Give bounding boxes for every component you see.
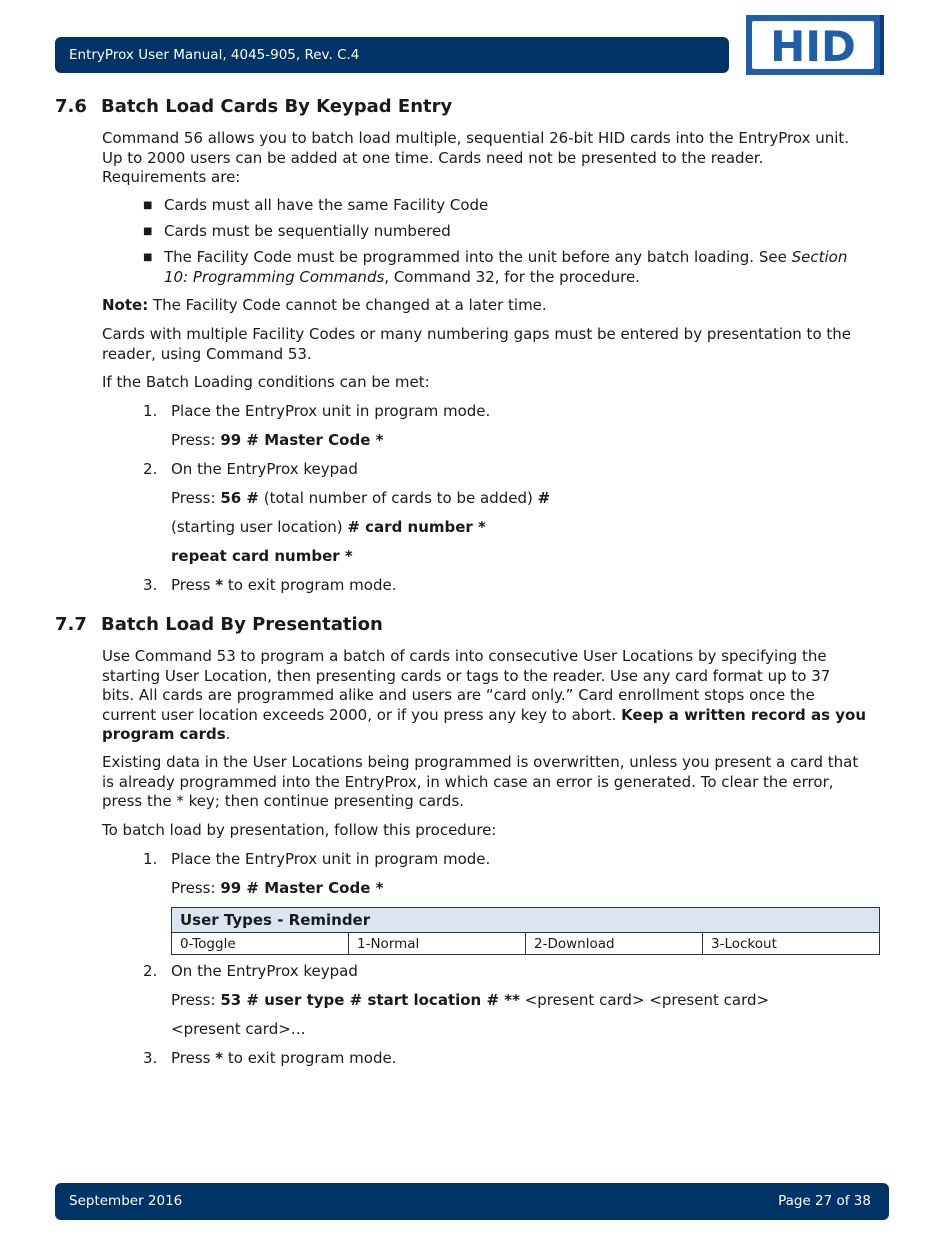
document-title: EntryProx User Manual, 4045-905, Rev. C.4 <box>69 47 360 63</box>
section-reference: 10: Programming Commands <box>164 267 385 286</box>
step-2-command: Press: 56 # (total number of cards to be added) # <box>171 489 551 507</box>
section-number: 7.6 <box>55 96 87 117</box>
bullet-square-icon: ■ <box>143 226 153 237</box>
procedure-paragraph: To batch load by presentation, follow this procedure: <box>102 821 497 839</box>
multi-facility-paragraph: Cards with multiple Facility Codes or many numbering gaps must be entered by presentation to the reader, using Command 53. <box>102 325 852 363</box>
conditions-paragraph: If the Batch Loading conditions can be met: <box>102 373 430 391</box>
table-title: User Types - Reminder <box>172 908 880 933</box>
logo-text: HID <box>770 22 856 71</box>
bullet-square-icon: ■ <box>143 252 153 263</box>
hid-logo <box>746 15 884 75</box>
section-reference: Section <box>791 248 848 266</box>
section-title: Batch Load By Presentation <box>101 614 383 635</box>
intro-paragraph <box>102 129 892 188</box>
table-row <box>172 933 880 955</box>
page-number: Page 27 of 38 <box>778 1193 871 1209</box>
intro-line: Up to 2000 users can be added at one time. Cards need not be presented to the reader. <box>102 148 764 167</box>
step-1-command: Press: 99 # Master Code * <box>171 879 384 897</box>
footer-date: September 2016 <box>69 1193 183 1209</box>
command-53-paragraph: Use Command 53 to program a batch of cards into consecutive User Locations by specifying the starting User Location, then presenting cards or tags to the reader. Use any card format up to 37 bits. All cards are programmed alike and users are “card only.” Card enrollment stops once the current user location exceeds 2000, or if you press any key to abort. Keep a written record as you program cards. <box>102 647 867 743</box>
table-cell: 2-Download <box>526 933 703 955</box>
note-paragraph: Note: The Facility Code cannot be changed at a later time. <box>102 296 547 314</box>
step-1-command: Press: 99 # Master Code * <box>171 431 384 449</box>
footer-bar <box>55 1183 889 1220</box>
section-title: Batch Load Cards By Keypad Entry <box>101 96 453 117</box>
section-number: 7.7 <box>55 614 87 635</box>
header-bar <box>55 37 729 73</box>
step-2-command-line: repeat card number * <box>171 547 353 565</box>
table-cell: 1-Normal <box>349 933 526 955</box>
intro-line: Requirements are: <box>102 168 241 186</box>
note-label: Note: <box>102 296 149 314</box>
table-cell: 0-Toggle <box>172 933 349 955</box>
bullet-square-icon: ■ <box>143 200 153 211</box>
step-2-command-line: (starting user location) # card number * <box>171 518 486 536</box>
user-types-table <box>171 907 880 955</box>
table-cell: 3-Lockout <box>703 933 880 955</box>
intro-line: Command 56 allows you to batch load multiple, sequential 26-bit HID cards into the EntryProx unit. <box>102 129 850 147</box>
step-2-command: Press: 53 # user type # start location # ** <present card> <present card> <box>171 991 770 1009</box>
overwrite-paragraph: Existing data in the User Locations being programmed is overwritten, unless you present a card that is already programmed into the EntryProx, in which case an error is generated. To clear the error, press the * key; then continue presenting cards. <box>102 753 859 810</box>
step-2-command-line: <present card>… <box>171 1020 306 1038</box>
